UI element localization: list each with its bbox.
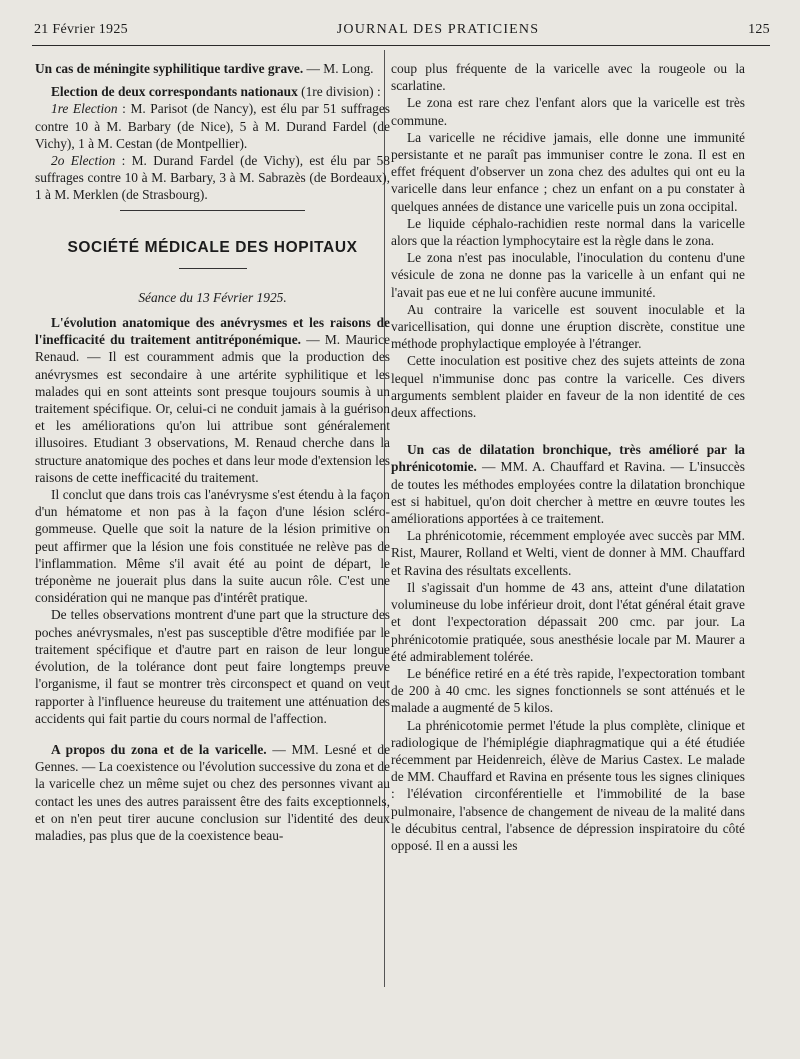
zona-text-5: Le zona n'est pas inoculable, l'inoculation du contenu d'une vésicule de zona ne donne pas la varicelle à un enfant qui ne l'avait pas eue et ne lui confère aucune immunité. [391,250,745,300]
right-column [391,60,745,854]
left-column [35,60,390,844]
page-header [34,22,770,44]
header-journal-title: JOURNAL DES PRATICIENS [336,22,540,37]
zona-text-7: Cette inoculation est positive chez des sujets atteints de zona lequel n'immunise donc pas contre la varicelle. Ces divers arguments semblent plaider en faveur de la non identité de ces deux affections. [391,353,745,421]
zona-text-3: La varicelle ne récidive jamais, elle donne une immunité persistante et ne paraît pas immuniser contre le zona. Il est en effet fréquent d'observer un zona chez des adultes qui ont eu la varicelle dans leur enfance ; chez un enfant on a pu constater à quelques années de distance une varicelle puis un zona occipital. [391,129,745,214]
election-heading [35,83,390,100]
election-1-text: : M. Parisot (de Nancy), est élu par 51 suffrages contre 10 à M. Barbary (de Nice), 5 à M. Durand Fardel (de Vichy), 1 à M. Cestan (de Montpellier). [35,101,390,151]
zona-text-2: Le zona est rare chez l'enfant alors que la varicelle est très commune. [391,95,745,128]
zona-text-1: — MM. Lesné et de Gennes. — La coexistence ou l'évolution successive du zona et de la varicelle chez un même sujet ou chez des personnes vivant au contact les unes des autres paraissent être des faits exceptionnels, et on n'en peut tirer aucune conclusion sur l'identité des deux maladies, pas plus que de la coexistence beau- [35,741,391,843]
election-1-label: 1re Election [51,101,118,117]
dilatation-entry [391,441,745,527]
election-title: Election de deux correspondants nationaux [51,84,298,100]
seance-date: Séance du 13 Février 1925. [138,289,287,305]
election-suffix: (1re division) : [301,84,381,100]
meningite-entry [35,60,390,77]
zona-entry [35,741,390,844]
section-title-rule [179,268,247,269]
dilatation-text-5: La phrénicotomie permet l'étude la plus complète, clinique et radiologique de l'hémiplégie diaphragmatique qui a été étudiée récemment par Heidenreich, élève de Marius Castex. Le malade de MM. Chauffard et Ravina en présente tous les signes cliniques : l'élévation circonférentielle et l'immobilité de la base pulmonaire, l'absence de changement de niveau de la malité dans le décubitus central, l'absence de dépression inspiratoire du côté opposé. Il en a aussi les [391,717,745,853]
section-title: SOCIÉTÉ MÉDICALE DES HOPITAUX [67,238,358,256]
anevrysme-text-2: Il conclut que dans trois cas l'anévrysme s'est étendu à la façon d'un hématome et non pas à la façon d'une lésion scléro-gommeuse. Quelle que soit la nature de la lésion primitive on peut affirmer que la lésion une fois constituée ne relève pas de l'inflammation. Même s'il avait été au point de départ, le tréponème ne jouerait plus dans la suite aucun rôle. C'est une considération qui ne manque pas d'intérêt pratique. [35,487,390,606]
anevrysme-text-3: De telles observations montrent d'une part que la structure des poches anévrysmales, n'est pas susceptible d'être modifiée par le traitement spécifique et d'autre part en raison de leur longue évolution, de la tolérance dont peut faire longtemps preuve l'organisme, il faut se montrer très circonspect et quand on veut rapporter à l'influence heureuse du traitement une atténuation des accidents qui fait partie du cours normal de l'affection. [35,607,390,726]
zona-text-4: Le liquide céphalo-rachidien reste normal dans la varicelle alors que la réaction lymphocytaire est la règle dans le zona. [391,215,745,249]
dilatation-authors: — MM. A. Chauffard et Ravina. — [482,459,684,475]
dilatation-text-4: Le bénéfice retiré en a été très rapide, l'expectoration tombant de 200 à 40 cmc. les signes fonctionnels se sont atténués et le malade a augmenté de 5 kilos. [391,665,745,716]
header-date: 21 Février 1925 [34,22,128,37]
anevrysme-text-1: — M. Maurice Renaud. — Il est couramment admis que la production des anévrysmes est secondaire à une artérite syphilitique et les malades qui en sont atteints sont presque toujours soumis à un traitement spécifique. Or, celui-ci ne conduit jamais à la guérison et les améliorations qu'on lui attribue sont généralement illusoires. Etudiant 3 observations, M. Renaud cherche dans la structure anatomique des poches et dans leur mode d'extension les raisons de cette inefficacité du traitement. [35,332,390,485]
election-2 [35,152,390,204]
header-rule [32,45,770,46]
header-page-number: 125 [748,22,770,37]
dilatation-text-3: Il s'agissait d'un homme de 43 ans, atteint d'une dilatation volumineuse du lobe inférieur droit, dont l'état général était grave et dont l'expectoration dépassait 200 cmc. par jour. La phrénicotomie pratiquée, sous anesthésie locale par M. Maurer a été admirablement tolérée. [391,579,745,664]
election-2-label: 2o Election [51,153,116,169]
dilatation-title: Un cas de dilatation bronchique, très amélioré par la phrénicotomie. [391,442,745,475]
anevrysme-title: L'évolution anatomique des anévrysmes et les raisons de l'inefficacité du traitement antitréponémique. [35,315,390,348]
zona-text-6: Au contraire la varicelle est souvent inoculable et la varicellisation, qui donne une éruption discrète, constitue une méthode prophylactique employée à l'étranger. [391,301,745,352]
election-2-text: : M. Durand Fardel (de Vichy), est élu par 58 suffrages contre 10 à M. Barbary, 3 à M. Sabrazès (de Bordeaux), 1 à M. Merklen (de Strasbourg). [35,153,390,203]
meningite-title: Un cas de méningite syphilitique tardive grave. [35,61,304,76]
dilatation-text-2: La phrénicotomie, récemment employée avec succès par MM. Rist, Maurer, Rolland et Welti, vient de donner à MM. Chauffard et Ravina des résultats excellents. [391,528,745,578]
dilatation-text-1: L'insuccès de toutes les méthodes employées contre la dilatation bronchique est si habituel, qu'on doit chercher à mettre en œuvre toutes les améliorations apportées à ce traitement. [391,459,745,527]
section-separator [120,210,305,211]
zona-text-continued: coup plus fréquente de la varicelle avec la rougeole ou la scarlatine. [391,61,745,94]
election-1 [35,100,390,152]
anevrysme-entry [35,314,390,486]
meningite-author: — M. Long. [306,61,374,76]
zona-title: A propos du zona et de la varicelle. [51,741,267,757]
